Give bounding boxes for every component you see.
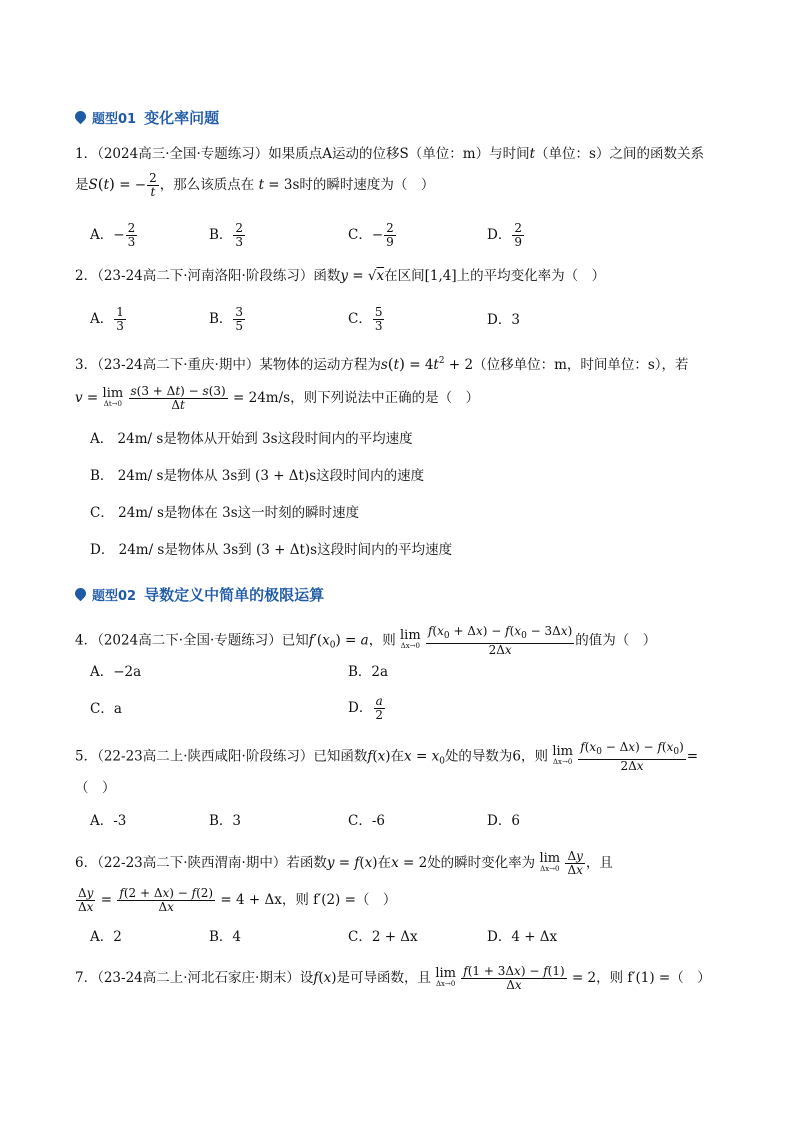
q4-option-c[interactable]: C．a bbox=[90, 701, 122, 717]
q6-line2-text: = 4 + Δx，则 f′(2) =（ ） bbox=[220, 892, 397, 908]
q3-option-c[interactable]: C． 24m/ s是物体在 3s这一时刻的瞬时速度 bbox=[90, 505, 360, 521]
question-6-line-2: $\frac{\Delta y}{\Delta x}$ = $\frac{f(2 + \Delta x) - f(2)}{\Delta x}$ = 4 + Δx，则 f′(2) =（ ） bbox=[78, 886, 397, 914]
q4-option-a[interactable]: A．−2a bbox=[90, 664, 142, 680]
q1-t: t bbox=[529, 146, 536, 162]
q3-option-d[interactable]: D． 24m/ s是物体从 3s到 (3 + Δt)s这段时间内的平均速度 bbox=[90, 542, 453, 558]
q7-fraction: $\frac{f(1 + 3\Delta x) - f(1)}{\Delta x}$ bbox=[463, 964, 565, 992]
q6-option-c[interactable]: C．2 + Δx bbox=[348, 929, 418, 945]
question-6-line-1: 6．（22-23高二下·陕西渭南·期中）若函数y = f(x)在x = 2处的瞬时变化率为 lim Δx→0 $\frac{\Delta y}{\Delta x}$ ，且 bbox=[75, 849, 613, 877]
q6-option-d[interactable]: D．4 + Δx bbox=[487, 929, 558, 945]
q7-stem-b: 是可导函数，且 bbox=[336, 970, 432, 986]
q5-stem-c: 处的导数为6，则 bbox=[444, 748, 549, 765]
q2-stem-b: 在区间 bbox=[384, 268, 425, 284]
section-tag: 题型02 bbox=[92, 589, 137, 604]
q6-stem-b: 在 bbox=[377, 855, 392, 871]
q6-stem-c: 处的瞬时变化率为 bbox=[427, 855, 536, 871]
location-pin-icon bbox=[73, 586, 89, 602]
q6-stem-d: ，且 bbox=[585, 855, 613, 871]
q2-stem: 2．（23-24高二下·河南洛阳·阶段练习）函数 bbox=[75, 268, 341, 284]
q1-stem2a: 是 bbox=[75, 177, 89, 193]
question-4-line-1: 4．（2024高二下·全国·专题练习）已知$f'(x_0) = a$，则 lim Δx→0 $\frac{f(x_0 + \Delta x) - f(x_0 - 3\Delta x)}{2\Delta x}$ 的值为（ ） bbox=[75, 624, 657, 657]
q4-stem-b: ，则 bbox=[368, 632, 396, 649]
question-3-line-1: 3．（23-24高二下·重庆·期中）某物体的运动方程为$s(t) = 4t^2 + 2$（位移单位：m，时间单位：s），若 bbox=[75, 355, 689, 373]
q4-fraction: $\frac{f(x_0 + \Delta x) - f(x_0 - 3\Delta x)}{2\Delta x}$ bbox=[427, 624, 573, 657]
q2-stem-c: 上的平均变化率为（ ） bbox=[456, 268, 606, 284]
q2-option-c[interactable]: C． $\frac{5}{3}$ bbox=[348, 305, 383, 333]
q1-option-d[interactable]: D． $\frac{2}{9}$ bbox=[487, 221, 522, 249]
q1-option-c[interactable]: C．− $\frac{2}{9}$ bbox=[348, 221, 394, 249]
q7-stem: 7．（23-24高二上·河北石家庄·期末）设 bbox=[75, 970, 314, 986]
q6-option-b[interactable]: B．4 bbox=[209, 929, 242, 945]
question-5-line-1: 5．（22-23高二上·陕西咸阳·阶段练习）已知函数f(x)在$x = x_0$处的导数为6，则 lim Δx→0 $\frac{f(x_0 - \Delta x) - f(x_0)}{2\Delta x}$ = bbox=[75, 740, 699, 773]
q1-stem2b: ，那么该质点在 bbox=[159, 177, 255, 193]
q7-stem-c: = 2，则 f′(1) =（ ） bbox=[571, 970, 711, 986]
q3-fraction: $\frac{s(3 + \Delta t) - s(3)}{\Delta t}$ bbox=[130, 384, 226, 412]
q1-stem-b: （单位：s）之间的函数关系 bbox=[535, 146, 704, 162]
q1-option-a[interactable]: A．− $\frac{2}{3}$ bbox=[90, 221, 136, 249]
q3-stem-2: = 24m/s，则下列说法中正确的是（ ） bbox=[233, 390, 480, 406]
q6-fraction: $\frac{f(2 + \Delta x) - f(2)}{\Delta x}$ bbox=[119, 886, 214, 914]
q3-stem: 3．（23-24高二下·重庆·期中）某物体的运动方程为 bbox=[75, 357, 381, 373]
location-pin-icon bbox=[73, 109, 89, 125]
q5-option-d[interactable]: D．6 bbox=[487, 813, 520, 829]
q1-stem: 1．（2024高三·全国·专题练习）如果质点A运动的位移S（单位：m）与时间 bbox=[75, 146, 530, 162]
question-5-line-2: （ ） bbox=[75, 780, 116, 796]
q2-option-a[interactable]: A． $\frac{1}{3}$ bbox=[90, 305, 124, 333]
q2-option-d[interactable]: D．3 bbox=[487, 312, 520, 328]
question-3-line-2: v = lim Δt→0 $\frac{s(3 + \Delta t) - s(3)}{\Delta t}$ = 24m/s，则下列说法中正确的是（ ） bbox=[75, 384, 480, 412]
q2-option-b[interactable]: B． $\frac{3}{5}$ bbox=[209, 305, 244, 333]
q5-fraction: $\frac{f(x_0 - \Delta x) - f(x_0)}{2\Delta x}$ bbox=[580, 740, 684, 773]
q5-stem: 5．（22-23高二上·陕西咸阳·阶段练习）已知函数 bbox=[75, 748, 368, 765]
q5-stem-b: 在 bbox=[390, 748, 405, 765]
question-2-line-1: 2．（23-24高二下·河南洛阳·阶段练习）函数y = √x在区间[1,4]上的平均变化率为（ ） bbox=[75, 268, 606, 284]
section-title: 变化率问题 bbox=[144, 109, 220, 127]
section-title: 导数定义中简单的极限运算 bbox=[144, 586, 325, 604]
q6-option-a[interactable]: A．2 bbox=[90, 929, 122, 945]
q5-option-a[interactable]: A．-3 bbox=[90, 813, 127, 829]
q2-interval: [1,4] bbox=[424, 268, 457, 284]
q1-option-b[interactable]: B． $\frac{2}{3}$ bbox=[209, 221, 244, 249]
section-tag: 题型01 bbox=[92, 112, 137, 127]
q4-stem-c: 的值为（ ） bbox=[575, 632, 657, 649]
q4-option-b[interactable]: B．2a bbox=[348, 664, 389, 680]
q4-stem: 4．（2024高二下·全国·专题练习）已知 bbox=[75, 632, 309, 649]
q6-stem: 6．（22-23高二下·陕西渭南·期中）若函数 bbox=[75, 855, 327, 871]
q3-option-b[interactable]: B． 24m/ s是物体从 3s到 (3 + Δt)s这段时间内的速度 bbox=[90, 468, 425, 484]
q5-option-c[interactable]: C．-6 bbox=[348, 813, 385, 829]
q1-stem2c: 时的瞬时速度为（ ） bbox=[299, 177, 435, 193]
section-header-1 bbox=[75, 107, 219, 128]
question-1-line-2: 是S(t) = − $\frac{2}{t}$ ，那么该质点在 t = 3s时的瞬时速度为（ ） bbox=[75, 171, 435, 199]
q5-option-b[interactable]: B．3 bbox=[209, 813, 242, 829]
question-7-line-1: 7．（23-24高二上·河北石家庄·期末）设f(x)是可导函数，且 lim Δx→0 $\frac{f(1 + 3\Delta x) - f(1)}{\Delta x}$ = 2，则 f′(1) =（ ） bbox=[75, 964, 711, 992]
q3-stem-b: （位移单位：m，时间单位：s），若 bbox=[473, 357, 689, 373]
q5-stem-d: = bbox=[686, 748, 699, 765]
q3-option-a[interactable]: A． 24m/ s是物体从开始到 3s这段时间内的平均速度 bbox=[90, 431, 413, 447]
section-header-2 bbox=[75, 584, 324, 605]
q4-option-d[interactable]: D． $\frac{a}{2}$ bbox=[348, 694, 383, 722]
q1-fraction: $\frac{2}{t}$ bbox=[149, 171, 157, 199]
question-1-line-1 bbox=[75, 144, 704, 164]
